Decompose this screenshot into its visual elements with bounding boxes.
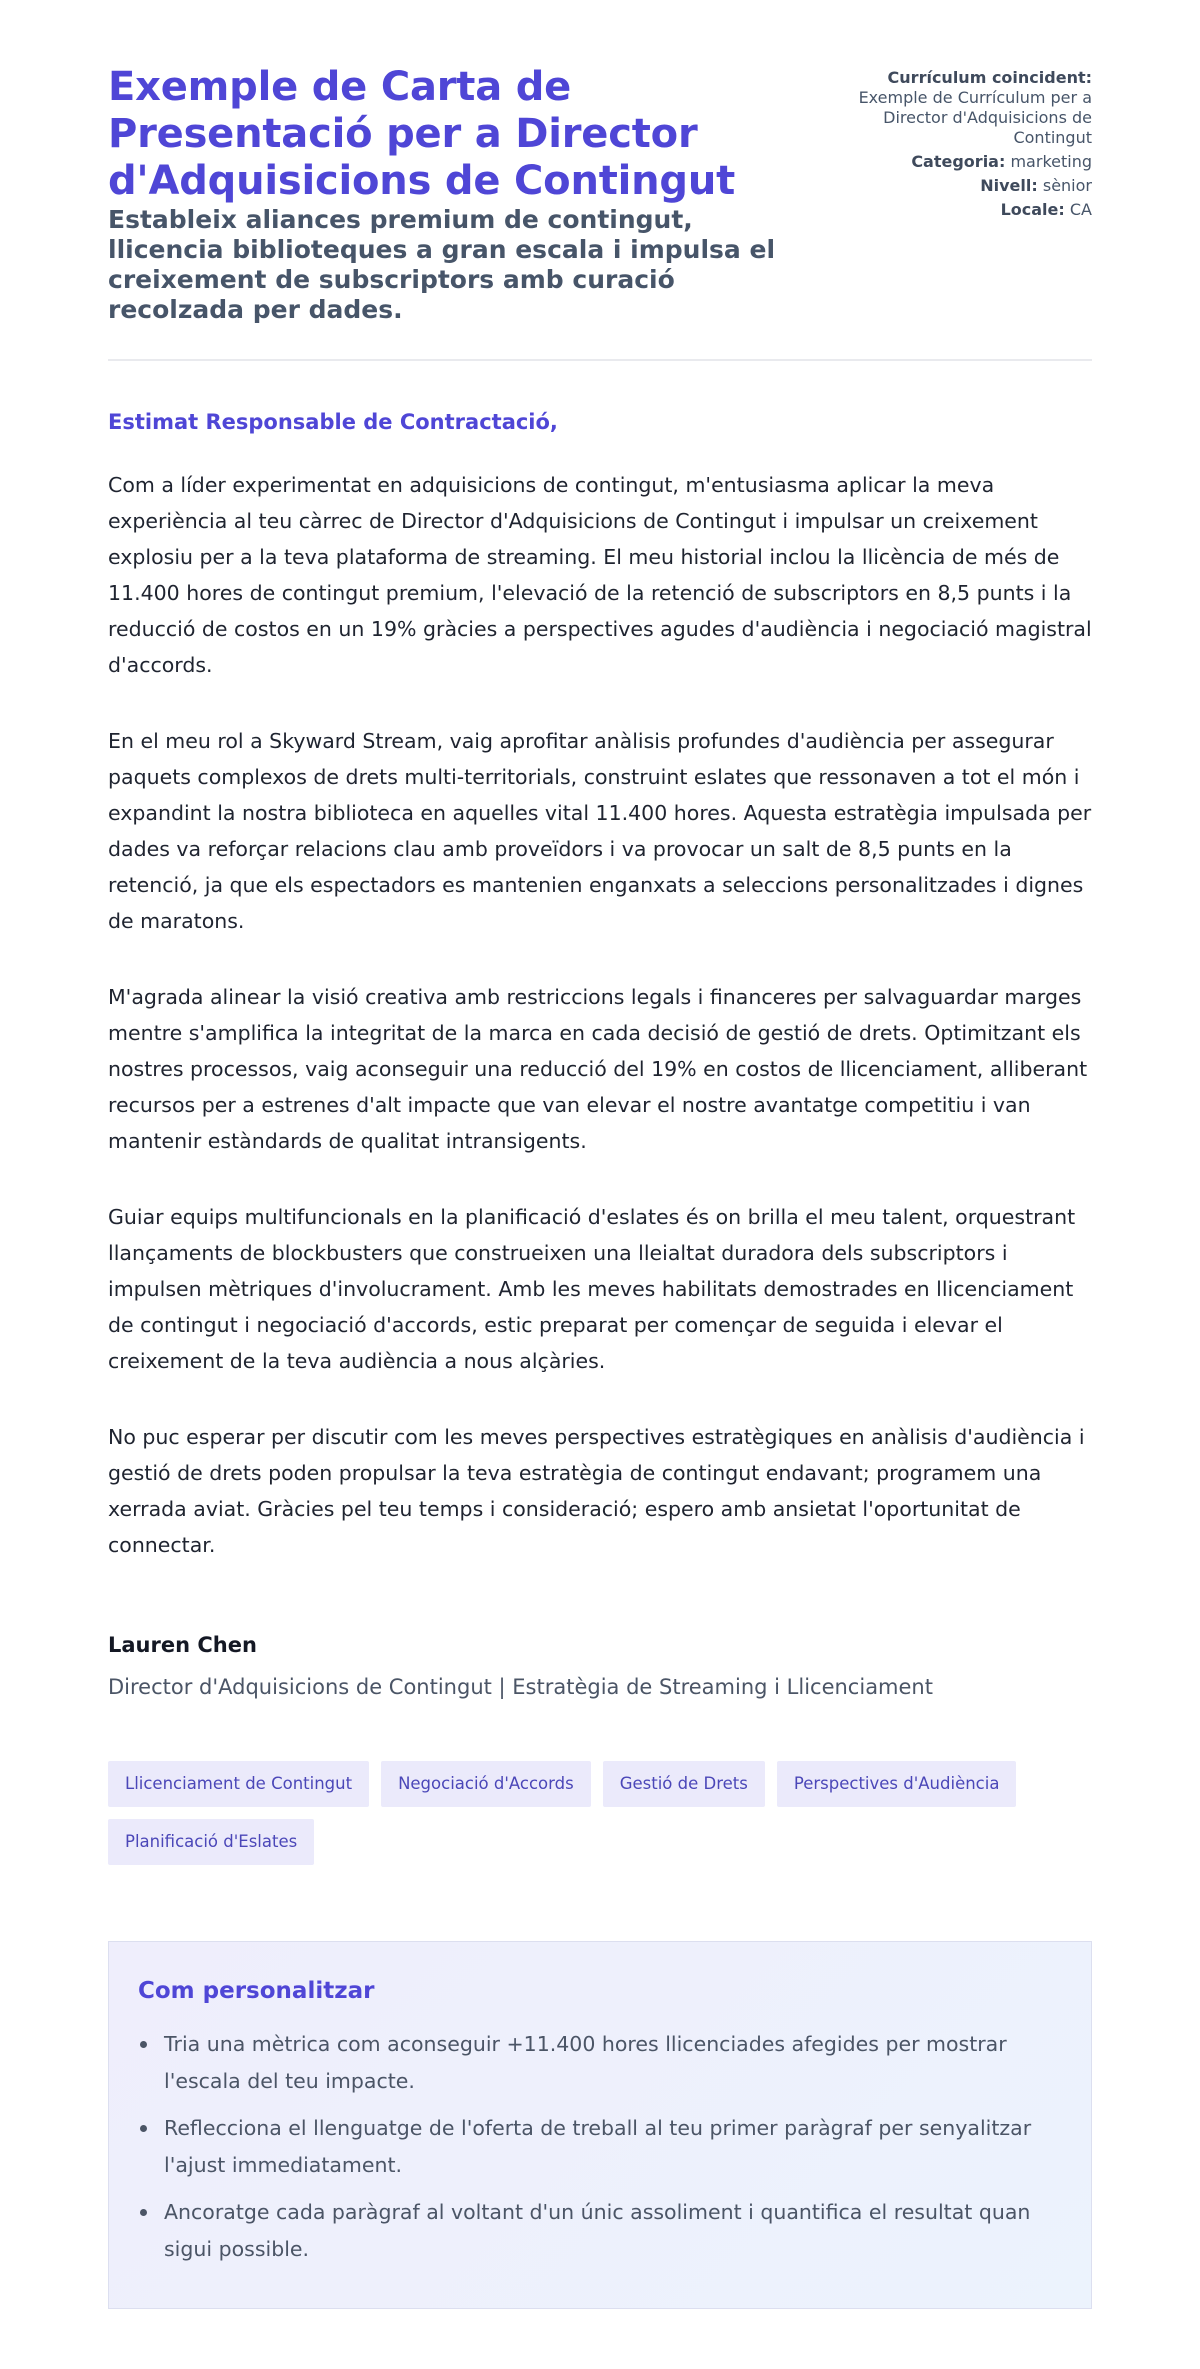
skill-tag: Planificació d'Eslates — [108, 1819, 314, 1865]
meta-matched-resume-label: Currículum coincident: — [887, 68, 1092, 87]
meta-category — [822, 152, 1092, 172]
letter-body — [108, 407, 1092, 1701]
page-subtitle: Estableix aliances premium de contingut, llicencia biblioteques a gran escala i impulsa el creixement de subscriptors amb curació recolzada per dades. — [108, 205, 776, 324]
customization-tips-box — [108, 1941, 1092, 2309]
meta-matched-resume-value: Exemple de Currículum per a Director d'Adquisicions de Contingut — [858, 88, 1092, 147]
signature-name: Lauren Chen — [108, 1633, 257, 1657]
bullet-icon — [140, 2125, 147, 2132]
signature-block — [108, 1631, 1092, 1701]
tip-text: Ancoratge cada paràgraf al voltant d'un únic assoliment i quantifica el resultat quan sigui possible. — [164, 2200, 1031, 2261]
tip-item — [138, 2110, 1062, 2184]
bullet-icon — [140, 2041, 147, 2048]
meta-category-label: Categoria: — [911, 152, 1006, 171]
page-header — [108, 64, 1092, 361]
metadata-panel — [822, 68, 1092, 224]
header-title-block — [108, 64, 808, 325]
callout-title: Com personalitzar — [138, 1978, 375, 2004]
tip-item — [138, 2026, 1062, 2100]
skill-tag: Llicenciament de Contingut — [108, 1761, 369, 1807]
skill-tag: Perspectives d'Audiència — [777, 1761, 1017, 1807]
meta-locale — [822, 200, 1092, 220]
letter-paragraph-1: Com a líder experimentat en adquisicions de contingut, m'entusiasma aplicar la meva experiència al teu càrrec de Director d'Adquisicions de Contingut i impulsar un creixement explosiu per a la teva plataforma de streaming. El meu historial inclou la llicència de més de 11.400 hores de contingut premium, l'elevació de la retenció de subscriptors en 8,5 punts i la reducció de costos en un 19% gràcies a perspectives agudes d'audiència i negociació magistral d'accords. — [108, 473, 1092, 677]
signature-title: Director d'Adquisicions de Contingut | Estratègia de Streaming i Llicenciament — [108, 1675, 933, 1699]
tip-item — [138, 2194, 1062, 2268]
skill-tags — [108, 1761, 1092, 1865]
salutation: Estimat Responsable de Contractació, — [108, 410, 558, 434]
meta-level — [822, 176, 1092, 196]
meta-category-value: marketing — [1010, 152, 1092, 171]
letter-paragraph-3: M'agrada alinear la visió creativa amb restriccions legals i financeres per salvaguardar marges mentre s'amplifica la integritat de la marca en cada decisió de gestió de drets. Optimitzant els nostres processos, vaig aconseguir una reducció del 19% en costos de llicenciament, alliberant recursos per a estrenes d'alt impacte que van elevar el nostre avantatge competitiu i van mantenir estàndards de qualitat intransigents. — [108, 985, 1088, 1153]
bullet-icon — [140, 2209, 147, 2216]
skill-tag: Negociació d'Accords — [381, 1761, 591, 1807]
tip-text: Tria una mètrica com aconseguir +11.400 hores llicenciades afegides per mostrar l'escala del teu impacte. — [164, 2032, 1007, 2093]
letter-paragraph-4: Guiar equips multifuncionals en la planificació d'eslates és on brilla el meu talent, orquestrant llançaments de blockbusters que construeixen una lleialtat duradora dels subscriptors i impulsen mètriques d'involucrament. Amb les meves habilitats demostrades en llicenciament de contingut i negociació d'accords, estic preparat per començar de seguida i elevar el creixement de la teva audiència a nous alçàries. — [108, 1205, 1076, 1373]
letter-paragraph-2: En el meu rol a Skyward Stream, vaig aprofitar anàlisis profundes d'audiència per assegurar paquets complexos de drets multi-territorials, construint eslates que ressonaven a tot el món i expandint la nostra biblioteca en aquelles vital 11.400 hores. Aquesta estratègia impulsada per dades va reforçar relacions clau amb proveïdors i va provocar un salt de 8,5 punts en la retenció, ja que els espectadors es mantenien enganxats a seleccions personalitzades i dignes de maratons. — [108, 729, 1092, 933]
meta-level-value: sènior — [1042, 176, 1092, 195]
page-title: Exemple de Carta de Presentació per a Director d'Adquisicions de Contingut — [108, 64, 736, 204]
meta-locale-label: Locale: — [1000, 200, 1065, 219]
skill-tag: Gestió de Drets — [603, 1761, 765, 1807]
meta-matched-resume — [822, 68, 1092, 148]
letter-paragraph-5: No puc esperar per discutir com les meves perspectives estratègiques en anàlisis d'audiència i gestió de drets poden propulsar la teva estratègia de contingut endavant; programem una xerrada aviat. Gràcies pel teu temps i consideració; espero amb ansietat l'oportunitat de connectar. — [108, 1425, 1085, 1557]
meta-locale-value: CA — [1069, 200, 1092, 219]
tips-list — [138, 2026, 1062, 2268]
tip-text: Reflecciona el llenguatge de l'oferta de treball al teu primer paràgraf per senyalitzar l'ajust immediatament. — [164, 2116, 1032, 2177]
meta-level-label: Nivell: — [980, 176, 1038, 195]
